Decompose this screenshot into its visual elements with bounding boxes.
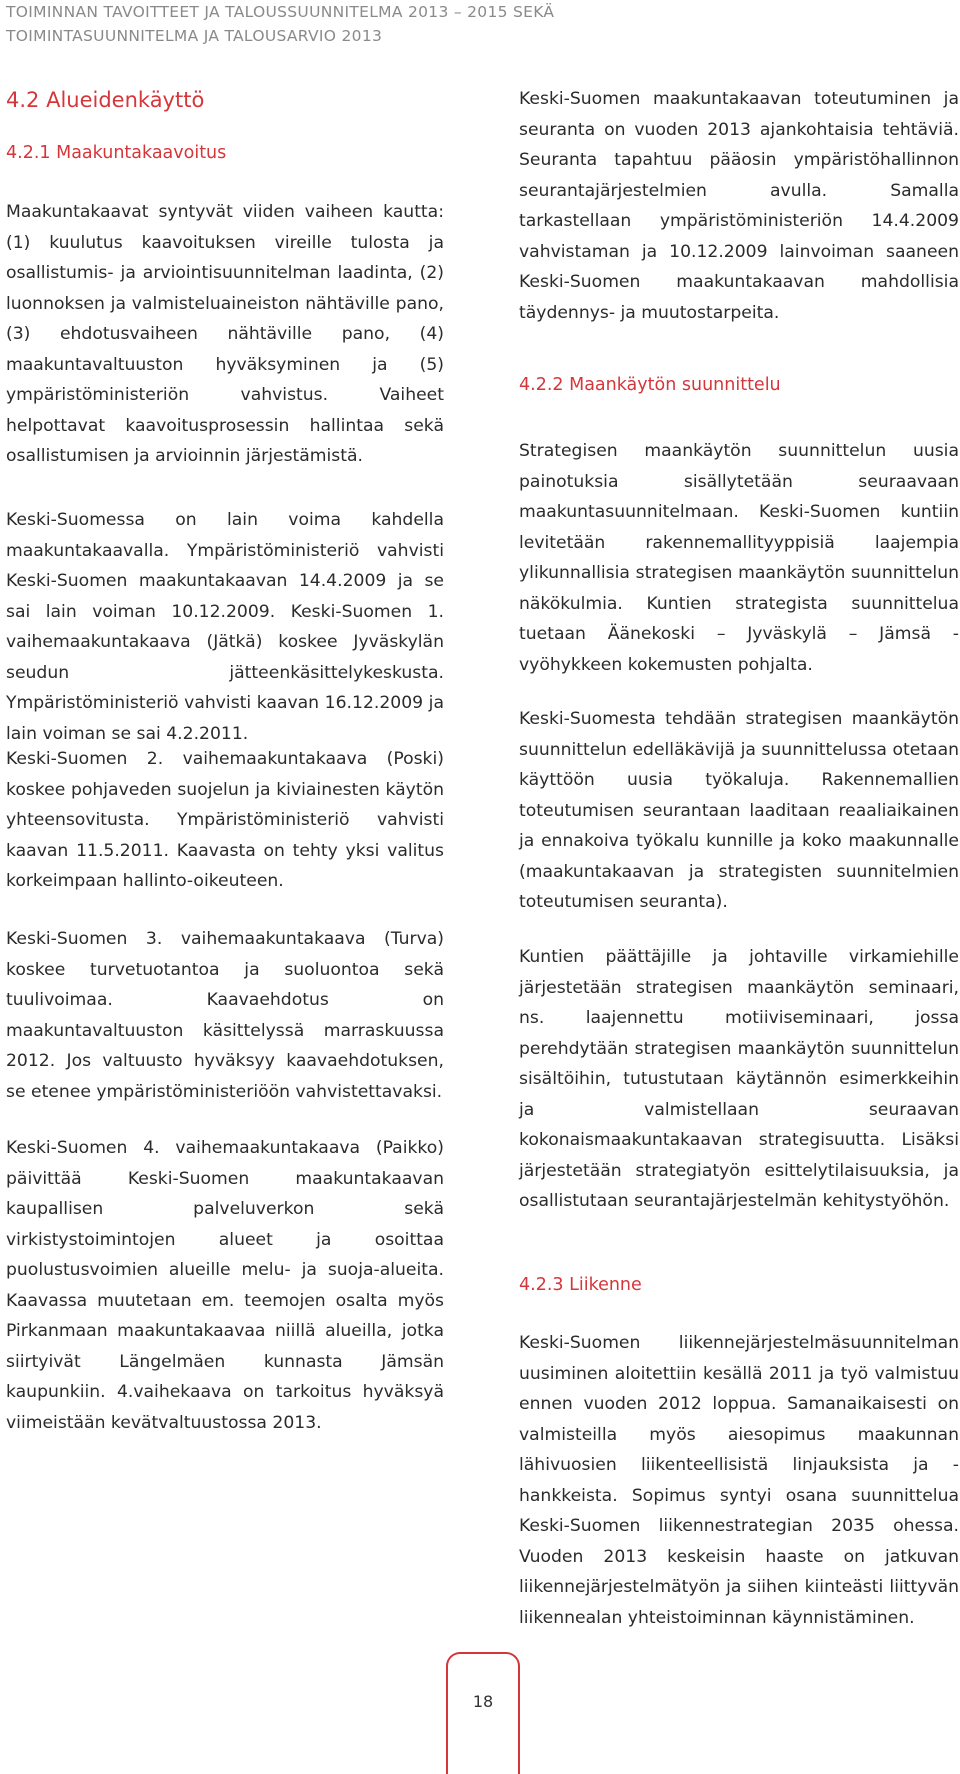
page-number: 18 (472, 1692, 494, 1711)
subsection-title-maankayton-suunnittelu: 4.2.2 Maankäytön suunnittelu (519, 375, 781, 395)
paragraph: Keski-Suomen 3. vaihemaakuntakaava (Turva) koskee turvetuotantoa ja suoluontoa sekä tuulivoimaa. Kaavaehdotus on maakuntavaltuuston käsittelyssä marraskuussa 2012. Jos valtuusto hyväksyy kaavaehdotuksen, se etenee ympäristöministeriöön vahvistettavaksi. (6, 929, 444, 1102)
paragraph: Keski-Suomen liikennejärjestelmäsuunnitelman uusiminen aloitettiin kesällä 2011 ja työ valmistuu ennen vuoden 2012 loppua. Samanaikaisesti on valmisteilla myös aiesopimus maakunnan lähivuosien liikenteellisistä linjauksista ja -hankkeista. Sopimus syntyi osana suunnittelua Keski-Suomen liikennestrategian 2035 ohessa. Vuoden 2013 keskeisin haaste on jatkuvan liikennejärjestelmätyön ja siihen kiinteästi liittyvän liikennealan yhteistoiminnan käynnistäminen. (519, 1333, 959, 1628)
paragraph: Keski-Suomesta tehdään strategisen maankäytön suunnittelun edelläkävijä ja suunnittelussa otetaan käyttöön uusia työkaluja. Rakennemallien toteutumisen seurantaan laaditaan reaaliaikainen ja ennakoiva työkalu kunnille ja koko maakunnalle (maakuntakaavan ja strategisten suunnitelmien toteutumisen seuranta). (519, 709, 959, 912)
paragraph: Keski-Suomen 2. vaihemaakuntakaava (Poski) koskee pohjaveden suojelun ja kiviainesten käytön yhteensovitusta. Ympäristöministeriö vahvisti kaavan 11.5.2011. Kaavasta on tehty yksi valitus korkeimpaan hallinto-oikeuteen. (6, 749, 444, 891)
page-number-tab (446, 1652, 520, 1774)
subsection-title-liikenne: 4.2.3 Liikenne (519, 1275, 642, 1295)
paragraph: Maakuntakaavat syntyvät viiden vaiheen kautta: (1) kuulutus kaavoituksen vireille tulosta ja osallistumis- ja arviointisuunnitelman laadinta, (2) luonnoksen ja valmisteluaineiston nähtäville pano, (3) ehdotusvaiheen nähtäville pano, (4) maakuntavaltuuston hyväksyminen ja (5) ympäristöministeriön vahvistus. Vaiheet helpottavat kaavoitusprosessin hallintaa sekä osallistumisen ja arvioinnin järjestämistä. (6, 202, 444, 466)
subsection-title-maakuntakaavoitus: 4.2.1 Maakuntakaavoitus (6, 143, 227, 163)
running-header-line2: TOIMINTASUUNNITELMA JA TALOUSARVIO 2013 (6, 27, 383, 45)
paragraph: Strategisen maankäytön suunnittelun uusia painotuksia sisällytetään seuraavaan maakuntasuunnitelmaan. Keski-Suomen kuntiin levitetään rakennemallityyppisiä laajempia ylikunnallisia strategisen maankäytön suunnittelun näkökulmia. Kuntien strategista suunnittelua tuetaan Äänekoski – Jyväskylä – Jämsä -vyöhykkeen kokemusten pohjalta. (519, 441, 959, 675)
paragraph: Keski-Suomen maakuntakaavan toteutuminen ja seuranta on vuoden 2013 ajankohtaisia tehtäviä. Seuranta tapahtuu pääosin ympäristöhallinnon seurantajärjestelmien avulla. Samalla tarkastellaan ympäristöministeriön 14.4.2009 vahvistaman ja 10.12.2009 lainvoiman saaneen Keski-Suomen maakuntakaavan mahdollisia täydennys- ja muutostarpeita. (519, 89, 959, 323)
paragraph: Keski-Suomessa on lain voima kahdella maakuntakaavalla. Ympäristöministeriö vahvisti Keski-Suomen maakuntakaavan 14.4.2009 ja se sai lain voiman 10.12.2009. Keski-Suomen 1. vaihemaakuntakaava (Jätkä) koskee Jyväskylän seudun jätteenkäsittelykeskusta. Ympäristöministeriö vahvisti kaavan 16.12.2009 ja lain voiman se sai 4.2.2011. (6, 510, 444, 744)
paragraph: Kuntien päättäjille ja johtaville virkamiehille järjestetään strategisen maankäytön seminaari, ns. laajennettu motiiviseminaari, jossa perehdytään strategisen maankäytön suunnittelun sisältöihin, tutustutaan käytännön esimerkkeihin ja valmistellaan seuraavan kokonaismaakuntakaavan strategisuutta. Lisäksi järjestetään strategiatyön esittelytilaisuuksia, ja osallistutaan seurantajärjestelmän kehitystyöhön. (519, 947, 959, 1211)
paragraph: Keski-Suomen 4. vaihemaakuntakaava (Paikko) päivittää Keski-Suomen maakuntakaavan kaupallisen palveluverkon sekä virkistystoimintojen alueet ja osoittaa puolustusvoimien alueille melu- ja suoja-alueita. Kaavassa muutetaan em. teemojen osalta myös Pirkanmaan maakuntakaavaa niillä alueilla, jotka siirtyivät Längelmäen kunnasta Jämsän kaupunkiin. 4.vaihekaava on tarkoitus hyväksyä viimeistään kevätvaltuustossa 2013. (6, 1138, 444, 1433)
running-header-line1: TOIMINNAN TAVOITTEET JA TALOUSSUUNNITELMA 2013 – 2015 SEKÄ (6, 3, 555, 21)
running-header (6, 0, 554, 48)
section-title: 4.2 Alueidenkäyttö (6, 88, 205, 112)
